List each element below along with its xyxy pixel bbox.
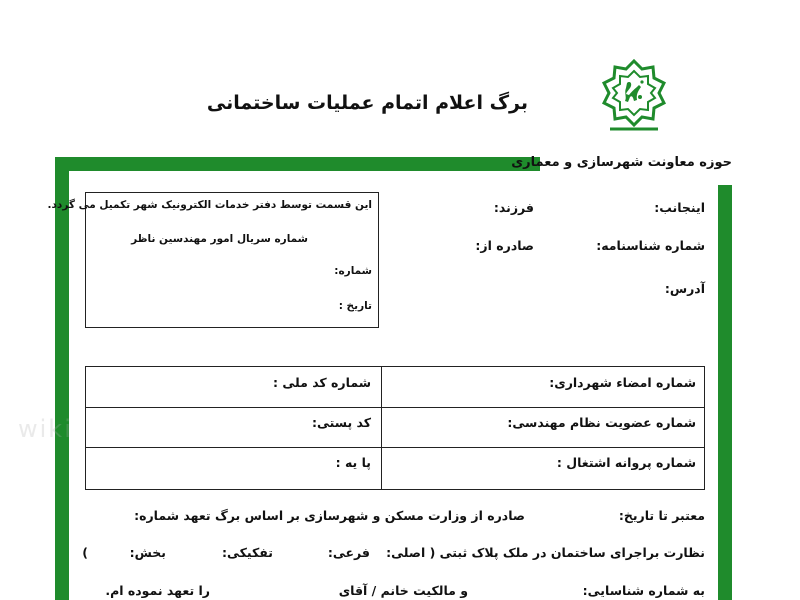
sub-plot-label: فرعی: xyxy=(327,545,370,560)
issued-from-label: صادره از: xyxy=(475,238,534,253)
municipal-signature-label: شماره امضاء شهرداری: xyxy=(549,375,696,390)
supervision-label: نظارت براجرای ساختمان در ملک پلاک ثبتی ( اصلی: xyxy=(386,545,705,560)
date-label: تاریخ : xyxy=(338,300,372,312)
tehran-municipality-emblem-icon xyxy=(596,55,672,143)
table-row-divider xyxy=(86,407,704,408)
closing-paren: ) xyxy=(82,545,88,560)
grade-label: پا یه : xyxy=(335,455,371,470)
issued-by-text: صادره از وزارت مسکن و شهرسازی بر اساس برگ تعهد شماره: xyxy=(134,508,525,523)
eservices-note: این قسمت توسط دفتر خدمات الکترونیک شهر تکمیل می گردد. xyxy=(47,199,372,211)
valid-until-label: معتبر تا تاریخ: xyxy=(618,508,705,523)
frame-top-band xyxy=(55,157,540,171)
child-of-label: فرزند: xyxy=(493,200,534,215)
identification-number-label: به شماره شناسایی: xyxy=(582,583,705,598)
number-label: شماره: xyxy=(334,265,372,277)
commitment-text: را تعهد نموده ام. xyxy=(105,583,210,598)
engineering-membership-label: شماره عضویت نظام مهندسی: xyxy=(507,415,696,430)
table-column-divider xyxy=(381,367,382,489)
work-license-label: شماره پروانه اشتغال : xyxy=(556,455,696,470)
section-label: بخش: xyxy=(129,545,166,560)
id-number-label: شماره شناسنامه: xyxy=(596,238,705,253)
address-label: آدرس: xyxy=(664,281,705,296)
watermark: wiki xyxy=(18,415,73,443)
department-label: حوزه معاونت شهرسازی و معماری xyxy=(511,155,732,170)
engineer-info-table xyxy=(85,366,705,490)
frame-left-band xyxy=(55,157,69,600)
separated-plot-label: تفکیکی: xyxy=(222,545,273,560)
eservices-box xyxy=(47,192,379,328)
postal-code-label: کد پستی: xyxy=(311,415,371,430)
form-title: برگ اعلام اتمام عملیات ساختمانی xyxy=(206,92,528,114)
serial-number-label: شماره سریال امور مهندسین ناظر xyxy=(131,233,308,245)
owner-label: و مالکیت خانم / آقای xyxy=(338,583,468,598)
applicant-name-label: اینجانب: xyxy=(654,200,705,215)
table-row-divider xyxy=(86,447,704,448)
national-code-label: شماره کد ملی : xyxy=(273,375,371,390)
frame-right-band xyxy=(718,185,732,600)
